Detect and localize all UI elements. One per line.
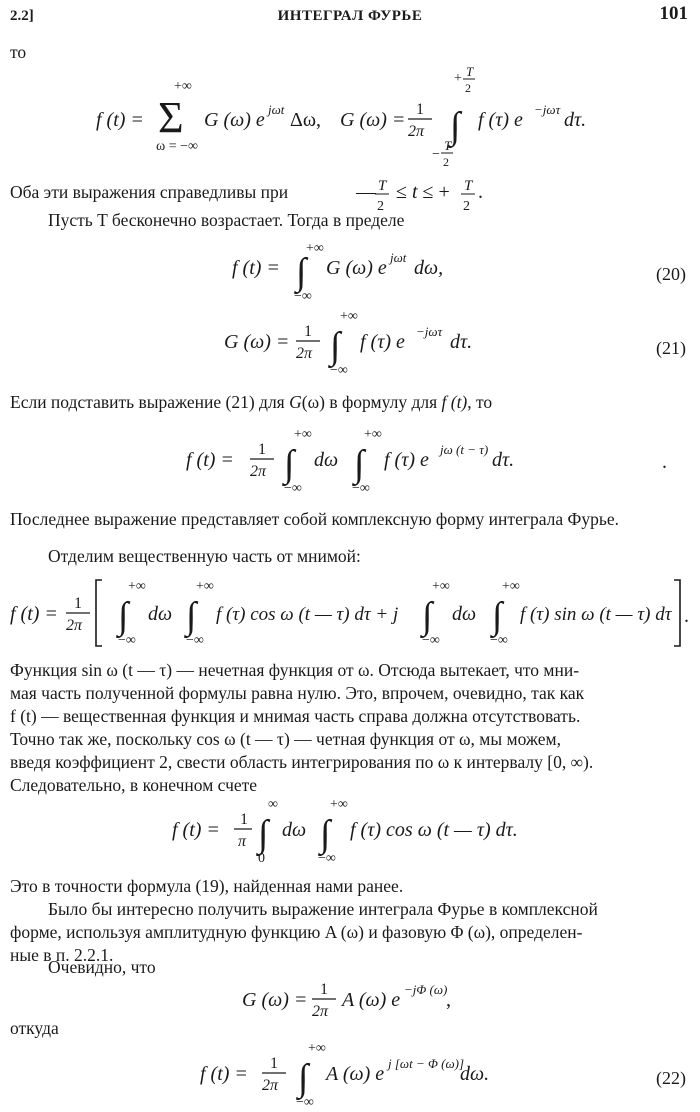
svg-text:dτ.: dτ. bbox=[450, 331, 473, 353]
svg-text:G (ω) e: G (ω) e bbox=[326, 257, 387, 279]
svg-text:f (τ) cos ω (t — τ) dτ.: f (τ) cos ω (t — τ) dτ. bbox=[350, 819, 518, 841]
svg-text:∫: ∫ bbox=[258, 813, 269, 855]
svg-text:.: . bbox=[662, 451, 667, 473]
running-title: ИНТЕГРАЛ ФУРЬЕ bbox=[277, 8, 423, 24]
substitute-text-a: Если подставить выражение (21) для bbox=[10, 392, 285, 412]
svg-text:1: 1 bbox=[258, 441, 266, 458]
paragraph-substitute: Если подставить выражение (21) для G(ω) в формулу для f (t), то bbox=[10, 392, 493, 412]
svg-text:G (ω) =: G (ω) = bbox=[340, 109, 406, 131]
svg-text:f (t) =: f (t) = bbox=[172, 819, 220, 841]
svg-text:Σ: Σ bbox=[158, 93, 184, 142]
svg-text:+: + bbox=[454, 71, 462, 86]
svg-text:∫: ∫ bbox=[330, 325, 341, 367]
equation-real-fourier-integral bbox=[0, 796, 700, 866]
equation-number-20: (20) bbox=[656, 264, 686, 284]
svg-text:dω: dω bbox=[282, 819, 307, 841]
svg-text:dτ.: dτ. bbox=[564, 109, 587, 131]
section-number: 2.2] bbox=[10, 8, 34, 24]
paragraph-complex-form: Последнее выражение представляет собой комплексную форму интеграла Фурье. bbox=[10, 509, 620, 529]
svg-text:+∞: +∞ bbox=[340, 309, 358, 324]
paragraph-odd-line-1: Функция sin ω (t — τ) — нечетная функция от ω. Отсюда вытекает, что мни- bbox=[10, 660, 580, 680]
svg-text:f (τ) e: f (τ) e bbox=[360, 331, 405, 353]
svg-text:f (t) =: f (t) = bbox=[232, 257, 280, 279]
svg-text:0: 0 bbox=[258, 851, 265, 866]
svg-text:f (τ) cos ω (t — τ) dτ + j: f (τ) cos ω (t — τ) dτ + j bbox=[216, 604, 399, 625]
svg-text:∫: ∫ bbox=[298, 1057, 309, 1099]
svg-text:−∞: −∞ bbox=[294, 289, 312, 304]
svg-text:π: π bbox=[238, 833, 247, 850]
svg-text:2π: 2π bbox=[250, 463, 267, 480]
svg-text:+∞: +∞ bbox=[174, 79, 192, 94]
svg-text:+∞: +∞ bbox=[196, 579, 214, 594]
equation-number-22: (22) bbox=[656, 1068, 686, 1088]
svg-text:+∞: +∞ bbox=[364, 427, 382, 442]
page-number: 101 bbox=[659, 3, 688, 24]
svg-text:−∞: −∞ bbox=[318, 851, 336, 866]
svg-text:2π: 2π bbox=[312, 1003, 329, 1020]
svg-text:T: T bbox=[378, 178, 387, 194]
paragraph-separate: Отделим вещественную часть от мнимой: bbox=[48, 546, 361, 566]
svg-text:.: . bbox=[478, 181, 483, 203]
svg-text:−∞: −∞ bbox=[284, 481, 302, 496]
svg-text:∫: ∫ bbox=[284, 443, 295, 485]
paragraph-odd-line-3: f (t) — вещественная функция и мнимая часть справа должна отсутствовать. bbox=[10, 706, 581, 726]
svg-text:f (t) =: f (t) = bbox=[200, 1063, 248, 1085]
paragraph-whence: откуда bbox=[10, 1018, 59, 1038]
paragraph-amplitude-line-2: форме, используя амплитудную функцию A (ω) и фазовую Φ (ω), определен- bbox=[10, 922, 583, 942]
paragraph-to: то bbox=[10, 42, 27, 62]
paragraph-amplitude-line-1: Было бы интересно получить выражение интеграла Фурье в комплексной bbox=[48, 899, 598, 919]
svg-text:∫: ∫ bbox=[118, 595, 129, 637]
svg-text:j [ωt − Φ (ω)]: j [ωt − Φ (ω)] bbox=[388, 1056, 465, 1071]
substitute-f-t: f (t) bbox=[441, 392, 468, 412]
svg-text:2π: 2π bbox=[408, 123, 425, 140]
svg-text:−: − bbox=[432, 147, 440, 162]
equation-20 bbox=[0, 240, 700, 302]
svg-text:∫: ∫ bbox=[186, 595, 197, 637]
svg-text:1: 1 bbox=[240, 811, 248, 828]
paragraph-amplitude-line-3: ные в п. 2.2.1. bbox=[10, 945, 114, 965]
equation-fourier-series-pair bbox=[0, 62, 700, 174]
svg-text:−∞: −∞ bbox=[330, 363, 348, 378]
svg-text:−∞: −∞ bbox=[186, 633, 204, 648]
svg-text:f (τ) e: f (τ) e bbox=[384, 449, 429, 471]
svg-text:dτ.: dτ. bbox=[492, 449, 515, 471]
svg-text:1: 1 bbox=[74, 595, 82, 612]
svg-text:∫: ∫ bbox=[450, 105, 461, 147]
svg-text:G (ω) =: G (ω) = bbox=[224, 331, 290, 353]
svg-text:+∞: +∞ bbox=[308, 1041, 326, 1056]
svg-text:−jωτ: −jωτ bbox=[416, 324, 443, 339]
svg-text:+∞: +∞ bbox=[330, 797, 348, 812]
svg-text:−∞: −∞ bbox=[490, 633, 508, 648]
svg-text:∫: ∫ bbox=[422, 595, 433, 637]
svg-text:f (τ) e: f (τ) e bbox=[478, 109, 523, 131]
paragraph-formula-19: Это в точности формула (19), найденная нами ранее. bbox=[10, 876, 404, 896]
svg-text:f (t) =: f (t) = bbox=[186, 449, 234, 471]
svg-text:+∞: +∞ bbox=[502, 579, 520, 594]
svg-text:∫: ∫ bbox=[492, 595, 503, 637]
svg-text:+∞: +∞ bbox=[294, 427, 312, 442]
svg-text:1: 1 bbox=[320, 981, 328, 998]
svg-text:A (ω) e: A (ω) e bbox=[342, 989, 401, 1011]
svg-text:−jΦ (ω): −jΦ (ω) bbox=[404, 982, 448, 997]
paragraph-odd-line-5: введя коэффициент 2, свести область интегрирования по ω к интервалу [0, ∞). bbox=[10, 752, 594, 772]
paragraph-odd-line-6: Следовательно, в конечном счете bbox=[10, 775, 258, 795]
svg-text:dω: dω bbox=[314, 449, 339, 471]
svg-text:2π: 2π bbox=[296, 345, 313, 362]
equation-number-21: (21) bbox=[656, 338, 686, 358]
equation-22 bbox=[0, 1040, 700, 1110]
substitute-text-c: , то bbox=[467, 392, 493, 412]
svg-text:∫: ∫ bbox=[296, 251, 307, 293]
substitute-text-b: в формулу для bbox=[329, 392, 438, 412]
paragraph-limit: Пусть T бесконечно возрастает. Тогда в пределе bbox=[48, 210, 405, 230]
equation-double-integral-complex bbox=[0, 424, 700, 496]
paragraph-odd-line-4: Точно так же, поскольку cos ω (t — τ) — четная функция от ω, мы можем, bbox=[10, 729, 561, 749]
svg-text:dω,: dω, bbox=[414, 257, 444, 279]
svg-text:f (t) =: f (t) = bbox=[10, 603, 58, 625]
svg-text:G (ω) =: G (ω) = bbox=[242, 989, 308, 1011]
paragraph-odd-line-2: мая часть полученной формулы равна нулю. Это, впрочем, очевидно, так как bbox=[10, 683, 585, 703]
svg-text:∫: ∫ bbox=[320, 813, 331, 855]
svg-text:T: T bbox=[444, 138, 452, 153]
paragraph-obviously: Очевидно, что bbox=[48, 957, 156, 977]
svg-text:—: — bbox=[356, 181, 376, 203]
svg-text:dω: dω bbox=[148, 603, 173, 625]
svg-text:jωt: jωt bbox=[390, 250, 407, 265]
svg-text:Δω,: Δω, bbox=[290, 109, 322, 131]
svg-text:T: T bbox=[464, 178, 473, 194]
svg-text:2: 2 bbox=[465, 81, 471, 95]
equation-21 bbox=[0, 306, 700, 378]
svg-text:f (t) =: f (t) = bbox=[96, 109, 144, 131]
svg-text:+∞: +∞ bbox=[432, 579, 450, 594]
svg-text:2π: 2π bbox=[66, 617, 83, 634]
equation-real-imag-split bbox=[0, 574, 700, 652]
svg-text:ω = −∞: ω = −∞ bbox=[156, 139, 198, 154]
svg-text:1: 1 bbox=[304, 323, 312, 340]
svg-text:∞: ∞ bbox=[268, 797, 278, 812]
svg-text:−jωτ: −jωτ bbox=[534, 102, 561, 117]
svg-text:.: . bbox=[684, 605, 689, 627]
svg-text:T: T bbox=[466, 64, 474, 79]
svg-text:jω (t − τ): jω (t − τ) bbox=[440, 442, 489, 457]
svg-text:−∞: −∞ bbox=[352, 481, 370, 496]
svg-text:,: , bbox=[446, 989, 451, 1011]
substitute-g-omega: G bbox=[289, 392, 302, 412]
svg-text:≤ t ≤ +: ≤ t ≤ + bbox=[396, 181, 450, 203]
svg-text:−∞: −∞ bbox=[422, 633, 440, 648]
svg-text:+∞: +∞ bbox=[128, 579, 146, 594]
validity-text: Оба эти выражения справедливы при bbox=[10, 182, 289, 202]
svg-text:2: 2 bbox=[443, 155, 449, 169]
svg-text:1: 1 bbox=[270, 1055, 278, 1072]
svg-text:f (τ) sin ω (t — τ) dτ: f (τ) sin ω (t — τ) dτ bbox=[520, 604, 672, 625]
svg-text:+∞: +∞ bbox=[306, 241, 324, 256]
svg-text:−∞: −∞ bbox=[296, 1095, 314, 1110]
svg-text:jωt: jωt bbox=[268, 102, 285, 117]
paragraph-validity bbox=[10, 180, 686, 204]
svg-text:−∞: −∞ bbox=[118, 633, 136, 648]
svg-text:1: 1 bbox=[416, 101, 424, 118]
svg-text:2: 2 bbox=[377, 199, 384, 214]
svg-text:∫: ∫ bbox=[354, 443, 365, 485]
svg-text:dω.: dω. bbox=[460, 1063, 490, 1085]
svg-text:A (ω) e: A (ω) e bbox=[326, 1063, 385, 1085]
svg-text:2π: 2π bbox=[262, 1077, 279, 1094]
svg-text:dω: dω bbox=[452, 603, 477, 625]
svg-text:2: 2 bbox=[463, 199, 470, 214]
svg-text:G (ω) e: G (ω) e bbox=[204, 109, 265, 131]
